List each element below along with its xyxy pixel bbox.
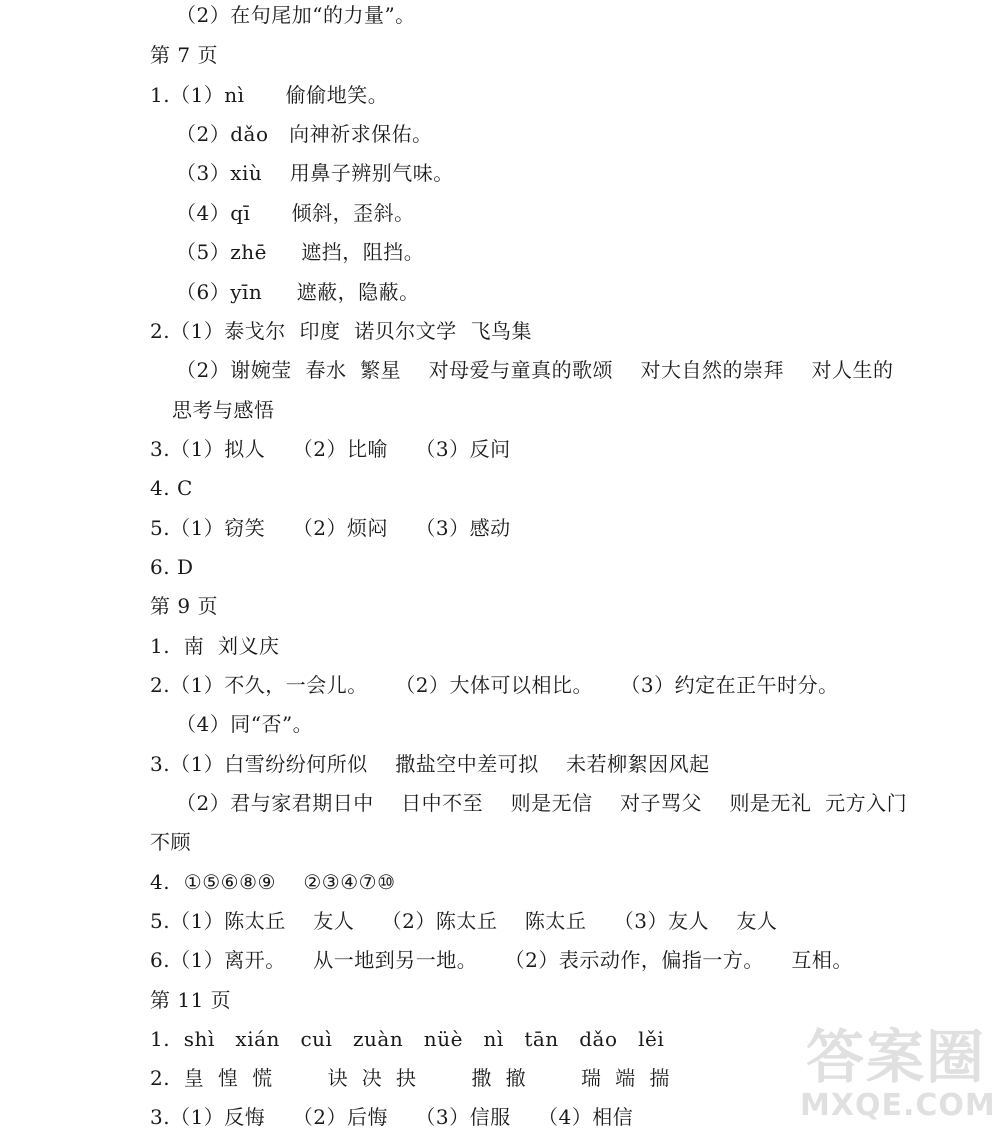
text-line: 6. D	[150, 555, 194, 579]
watermark-title: 答案圈	[806, 1023, 987, 1091]
section-heading-page-11: 第 11 页	[150, 988, 232, 1012]
text-line: 1. 南 刘义庆	[150, 634, 280, 658]
text-line: 5.（1）窃笑 （2）烦闷 （3）感动	[150, 516, 511, 540]
text-line: 1.（1）nì 偷偷地笑。	[150, 83, 389, 107]
text-line: 3.（1）白雪纷纷何所似 撒盐空中差可拟 未若柳絮因风起	[150, 752, 710, 776]
text-line: 2.（1）不久，一会儿。 （2）大体可以相比。 （3）约定在正午时分。	[150, 673, 839, 697]
text-line: 5.（1）陈太丘 友人 （2）陈太丘 陈太丘 （3）友人 友人	[150, 909, 778, 933]
text-line: 2. 皇 惶 慌 诀 决 抉 撒 撤 瑞 端 揣	[150, 1066, 670, 1090]
text-line: （2）谢婉莹 春水 繁星 对母爱与童真的歌颂 对大自然的崇拜 对人生的	[176, 358, 894, 382]
text-line: 思考与感悟	[172, 398, 275, 422]
text-line: （6）yīn 遮蔽，隐蔽。	[176, 280, 420, 304]
text-line: 3.（1）反悔 （2）后悔 （3）信服 （4）相信	[150, 1105, 634, 1129]
text-line: （4）qī 倾斜，歪斜。	[176, 201, 415, 225]
text-line: 不顾	[150, 830, 191, 854]
text-line: 1. shì xián cuì zuàn nüè nì tān dǎo lěi	[150, 1027, 665, 1051]
watermark-logo	[786, 1010, 996, 1130]
text-line: 6.（1）离开。 从一地到另一地。 （2）表示动作，偏指一方。 互相。	[150, 948, 853, 972]
text-line: 3.（1）拟人 （2）比喻 （3）反问	[150, 437, 511, 461]
section-heading-page-9: 第 9 页	[150, 594, 218, 618]
text-line: （2）在句尾加“的力量”。	[176, 3, 416, 27]
section-heading-page-7: 第 7 页	[150, 43, 218, 67]
text-line: （5）zhē 遮挡，阻挡。	[176, 240, 425, 264]
text-line: （2）dǎo 向神祈求保佑。	[176, 122, 433, 146]
watermark-url: MXQE.COM	[800, 1088, 996, 1123]
text-line: （4）同“否”。	[176, 712, 314, 736]
text-line: 4. ①⑤⑥⑧⑨ ②③④⑦⑩	[150, 870, 396, 894]
text-line: （3）xiù 用鼻子辨别气味。	[176, 161, 454, 185]
text-line: 2.（1）泰戈尔 印度 诺贝尔文学 飞鸟集	[150, 319, 532, 343]
text-line: （2）君与家君期日中 日中不至 则是无信 对子骂父 则是无礼 元方入门	[176, 791, 908, 815]
text-line: 4. C	[150, 476, 193, 500]
